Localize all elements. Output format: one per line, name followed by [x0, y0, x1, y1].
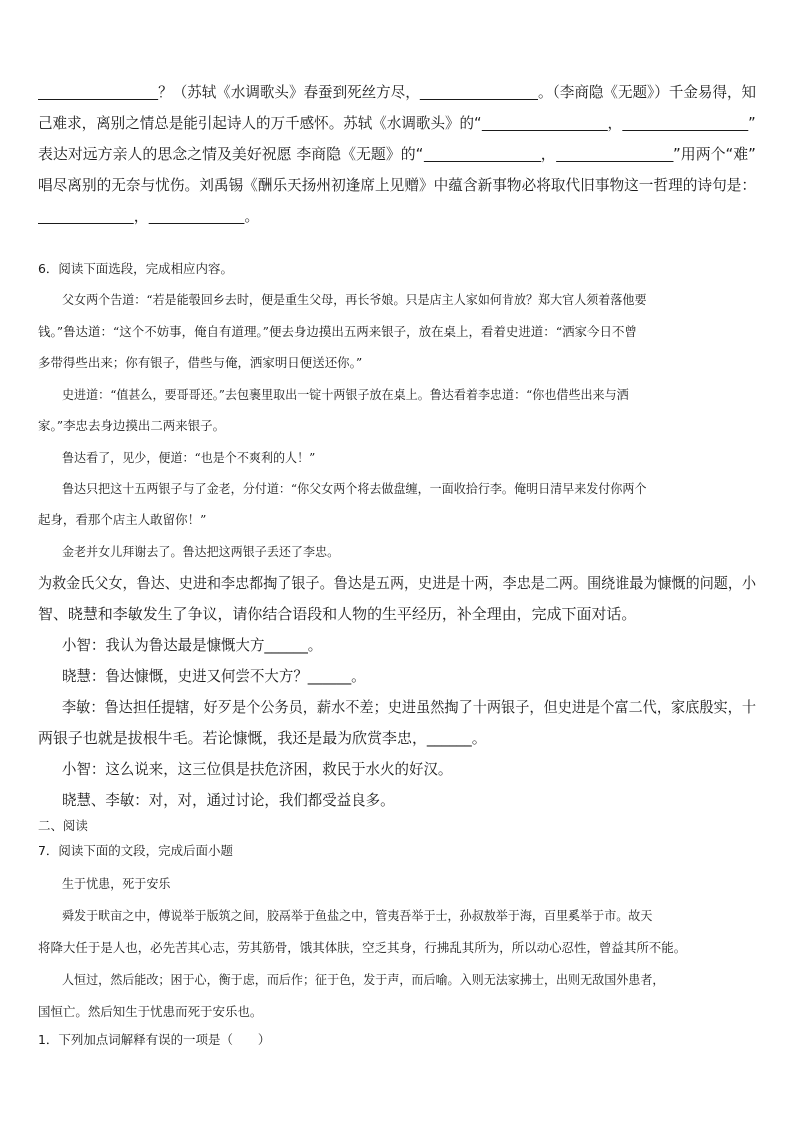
q5-line-1 — [38, 82, 757, 102]
dialogue-xiaohui-1: 晓慧：鲁达慷慨，史进又何尝不大方？______。 — [62, 667, 366, 685]
passage-line: 舜发于畎亩之中，傅说举于版筑之间，胶鬲举于鱼盐之中，管夷吾举于士，孙叔敖举于海，百里奚举于市。故天 — [62, 908, 653, 923]
q5-line-5 — [38, 206, 756, 226]
q5-text: 己难求，离别之情总是能引起诗人的万千感怀。苏轼《水调歌头》的“ — [38, 114, 482, 132]
q5-text: 。 — [244, 207, 260, 225]
q5-text: ， — [133, 207, 149, 225]
q5-line-2 — [38, 113, 756, 133]
passage-line: 鲁达只把这十五两银子与了金老，分付道：“你父女两个将去做盘缠，一面收拾行李。俺明日清早来发付你两个 — [62, 481, 647, 496]
q5-text: ， — [607, 114, 623, 132]
passage-line: 史进道：“值甚么，要哥哥还。”去包裹里取出一锭十两银子放在桌上。鲁达看着李忠道：“你也借些出来与洒 — [62, 387, 629, 402]
dialogue-both: 晓慧、李敏：对，对，通过讨论，我们都受益良多。 — [62, 791, 395, 809]
passage-line: 将降大任于是人也，必先苦其心志，劳其筋骨，饿其体肤，空乏其身，行拂乱其所为，所以动心忍性，曾益其所不能。 — [38, 940, 687, 955]
passage-line: 钱。”鲁达道：“这个不妨事，俺自有道理。”便去身边摸出五两来银子，放在桌上，看着史进道：“洒家今日不曾 — [38, 324, 637, 339]
passage-line: 国恒亡。然后知生于忧患而死于安乐也。 — [38, 1004, 263, 1019]
q6-intro-line: 智、晓慧和李敏发生了争议，请你结合语段和人物的生平经历，补全理由，完成下面对话。 — [38, 605, 637, 623]
passage-title: 生于忧患，死于安乐 — [62, 876, 171, 891]
passage-line: 金老并女儿拜谢去了。鲁达把这两银子丢还了李忠。 — [62, 544, 340, 559]
passage-line: 父女两个告道：“若是能彀回乡去时，便是重生父母，再长爷娘。只是店主人家如何肯放？郑大官人须着落他要 — [62, 292, 647, 307]
q5-text: 。（李商隐《无题》）千金易得，知 — [538, 83, 757, 101]
passage-line: 鲁达看了，见少，便道：“也是个不爽利的人！” — [62, 450, 316, 465]
answer-blank[interactable] — [423, 146, 540, 162]
passage-line: 多带得些出来；你有银子，借些与俺，洒家明日便送还你。” — [38, 355, 363, 370]
dialogue-limin-2: 两银子也就是拔根牛毛。若论慷慨，我还是最为欣赏李忠，______。 — [38, 729, 487, 747]
dialogue-xiaozhi-2: 小智：这么说来，这三位俱是扶危济困，救民于水火的好汉。 — [62, 760, 453, 778]
answer-blank[interactable] — [556, 146, 673, 162]
question-6-heading: 6．阅读下面选段，完成相应内容。 — [38, 261, 233, 276]
passage-line: 起身，看那个店主人敢留你！” — [38, 512, 207, 527]
dialogue-xiaozhi-1: 小智：我认为鲁达最是慷慨大方______。 — [62, 636, 323, 654]
q5-text: ” — [748, 114, 756, 132]
answer-blank[interactable] — [149, 208, 245, 224]
dialogue-limin-1: 李敏：鲁达担任提辖，好歹是个公务员，薪水不差；史进虽然掏了十两银子，但史进是个富二代，家底殷实，十 — [62, 698, 757, 716]
section-2-heading: 二、阅读 — [38, 818, 88, 833]
answer-blank[interactable] — [38, 208, 134, 224]
q5-text: ”用两个“难” — [673, 145, 756, 163]
q6-intro-line: 为救金氏父女，鲁达、史进和李忠都掏了银子。鲁达是五两，史进是十两，李忠是二两。围绕谁最为慷慨的问题，小 — [38, 574, 757, 592]
answer-blank[interactable] — [482, 115, 608, 131]
passage-line: 家。”李忠去身边摸出二两来银子。 — [38, 418, 226, 433]
q5-text: ， — [540, 145, 556, 163]
q5-text: ？（苏轼《水调歌头》春蚕到死丝方尽， — [158, 83, 420, 101]
answer-blank[interactable] — [420, 84, 538, 100]
sub-question-1: 1．下列加点词解释有误的一项是（ ） — [38, 1032, 271, 1047]
q5-text: 唱尽离别的无奈与忧伤。刘禹锡《酬乐天扬州初逢席上见赠》中蕴含新事物必将取代旧事物这一哲理的诗句是： — [38, 176, 757, 194]
question-7-heading: 7．阅读下面的文段，完成后面小题 — [38, 843, 233, 858]
q5-text: 表达对远方亲人的思念之情及美好祝愿 李商隐《无题》的“ — [38, 145, 424, 163]
q5-line-3 — [38, 144, 754, 164]
answer-blank[interactable] — [622, 115, 748, 131]
passage-line: 人恒过，然后能改；困于心，衡于虑，而后作；征于色，发于声，而后喻。入则无法家拂士，出则无敌国外患者， — [62, 972, 665, 987]
q5-line-4 — [38, 175, 757, 195]
answer-blank[interactable] — [38, 84, 158, 100]
